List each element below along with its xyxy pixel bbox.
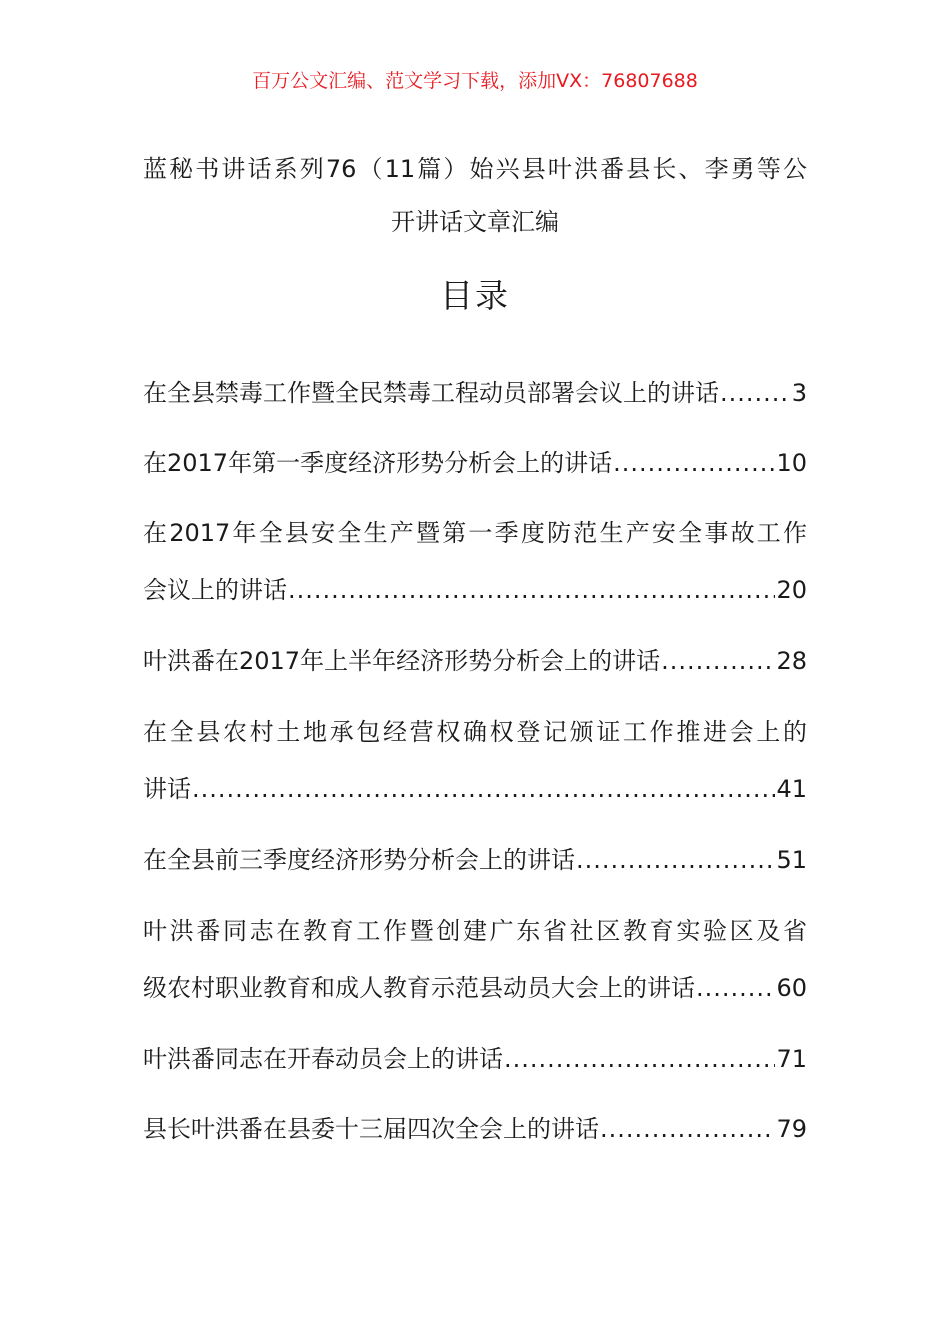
toc-entry[interactable] [143, 1042, 807, 1076]
toc-entry-first-line[interactable]: 叶洪番同志在教育工作暨创建广东省社区教育实验区及省 [143, 917, 807, 945]
toc-entry-title: 在全县前三季度经济形势分析会上的讲话 [143, 846, 575, 874]
toc-entry-page: 3 [791, 379, 807, 407]
toc-entry-title: 在全县禁毒工作暨全民禁毒工程动员部署会议上的讲话 [143, 379, 719, 407]
toc-entry-page: 10 [776, 449, 807, 477]
toc-entry[interactable] [143, 1112, 807, 1146]
toc-entry[interactable] [143, 971, 807, 1005]
toc-entry-first-line[interactable]: 在2017年全县安全生产暨第一季度防范生产安全事故工作 [143, 519, 807, 547]
toc-entry[interactable] [143, 772, 807, 806]
toc-entry-page: 41 [776, 775, 807, 803]
toc-entry[interactable] [143, 573, 807, 607]
toc-entry-title: 讲话 [143, 775, 191, 803]
toc-entry-title: 在2017年第一季度经济形势分析会上的讲话 [143, 449, 613, 477]
toc-leader-dots [696, 971, 775, 1005]
toc-leader-dots [600, 1112, 775, 1146]
toc-leader-dots [576, 843, 775, 877]
toc-leader-dots [504, 1042, 775, 1076]
toc-entry-page: 28 [776, 647, 807, 675]
toc-entry-page: 60 [776, 974, 807, 1002]
toc-entry[interactable] [143, 446, 807, 480]
toc-entry-title: 级农村职业教育和成人教育示范县动员大会上的讲话 [143, 974, 695, 1002]
toc-entry-title: 会议上的讲话 [143, 576, 287, 604]
toc-entry-page: 51 [776, 846, 807, 874]
toc-entry-page: 20 [776, 576, 807, 604]
toc-leader-dots [288, 573, 775, 607]
toc-entry-first-line[interactable]: 在全县农村土地承包经营权确权登记颁证工作推进会上的 [143, 718, 807, 746]
toc-heading: 目录 [440, 276, 510, 315]
toc-leader-dots [720, 376, 791, 410]
toc-entry-page: 71 [776, 1045, 807, 1073]
toc-entry-title: 叶洪番同志在开春动员会上的讲话 [143, 1045, 503, 1073]
toc-leader-dots [613, 446, 775, 480]
toc-entry[interactable] [143, 376, 807, 410]
toc-entry[interactable] [143, 843, 807, 877]
document-title-line-1: 蓝秘书讲话系列76（11篇）始兴县叶洪番县长、李勇等公 [143, 155, 807, 183]
toc-entry-page: 79 [776, 1115, 807, 1143]
toc-leader-dots [192, 772, 775, 806]
toc-leader-dots [661, 644, 775, 678]
header-note: 百万公文汇编、范文学习下载，添加VX：76807688 [252, 70, 698, 92]
document-title-line-2: 开讲话文章汇编 [391, 208, 559, 236]
toc-entry-title: 叶洪番在2017年上半年经济形势分析会上的讲话 [143, 647, 661, 675]
toc-entry-title: 县长叶洪番在县委十三届四次全会上的讲话 [143, 1115, 599, 1143]
toc-entry[interactable] [143, 644, 807, 678]
